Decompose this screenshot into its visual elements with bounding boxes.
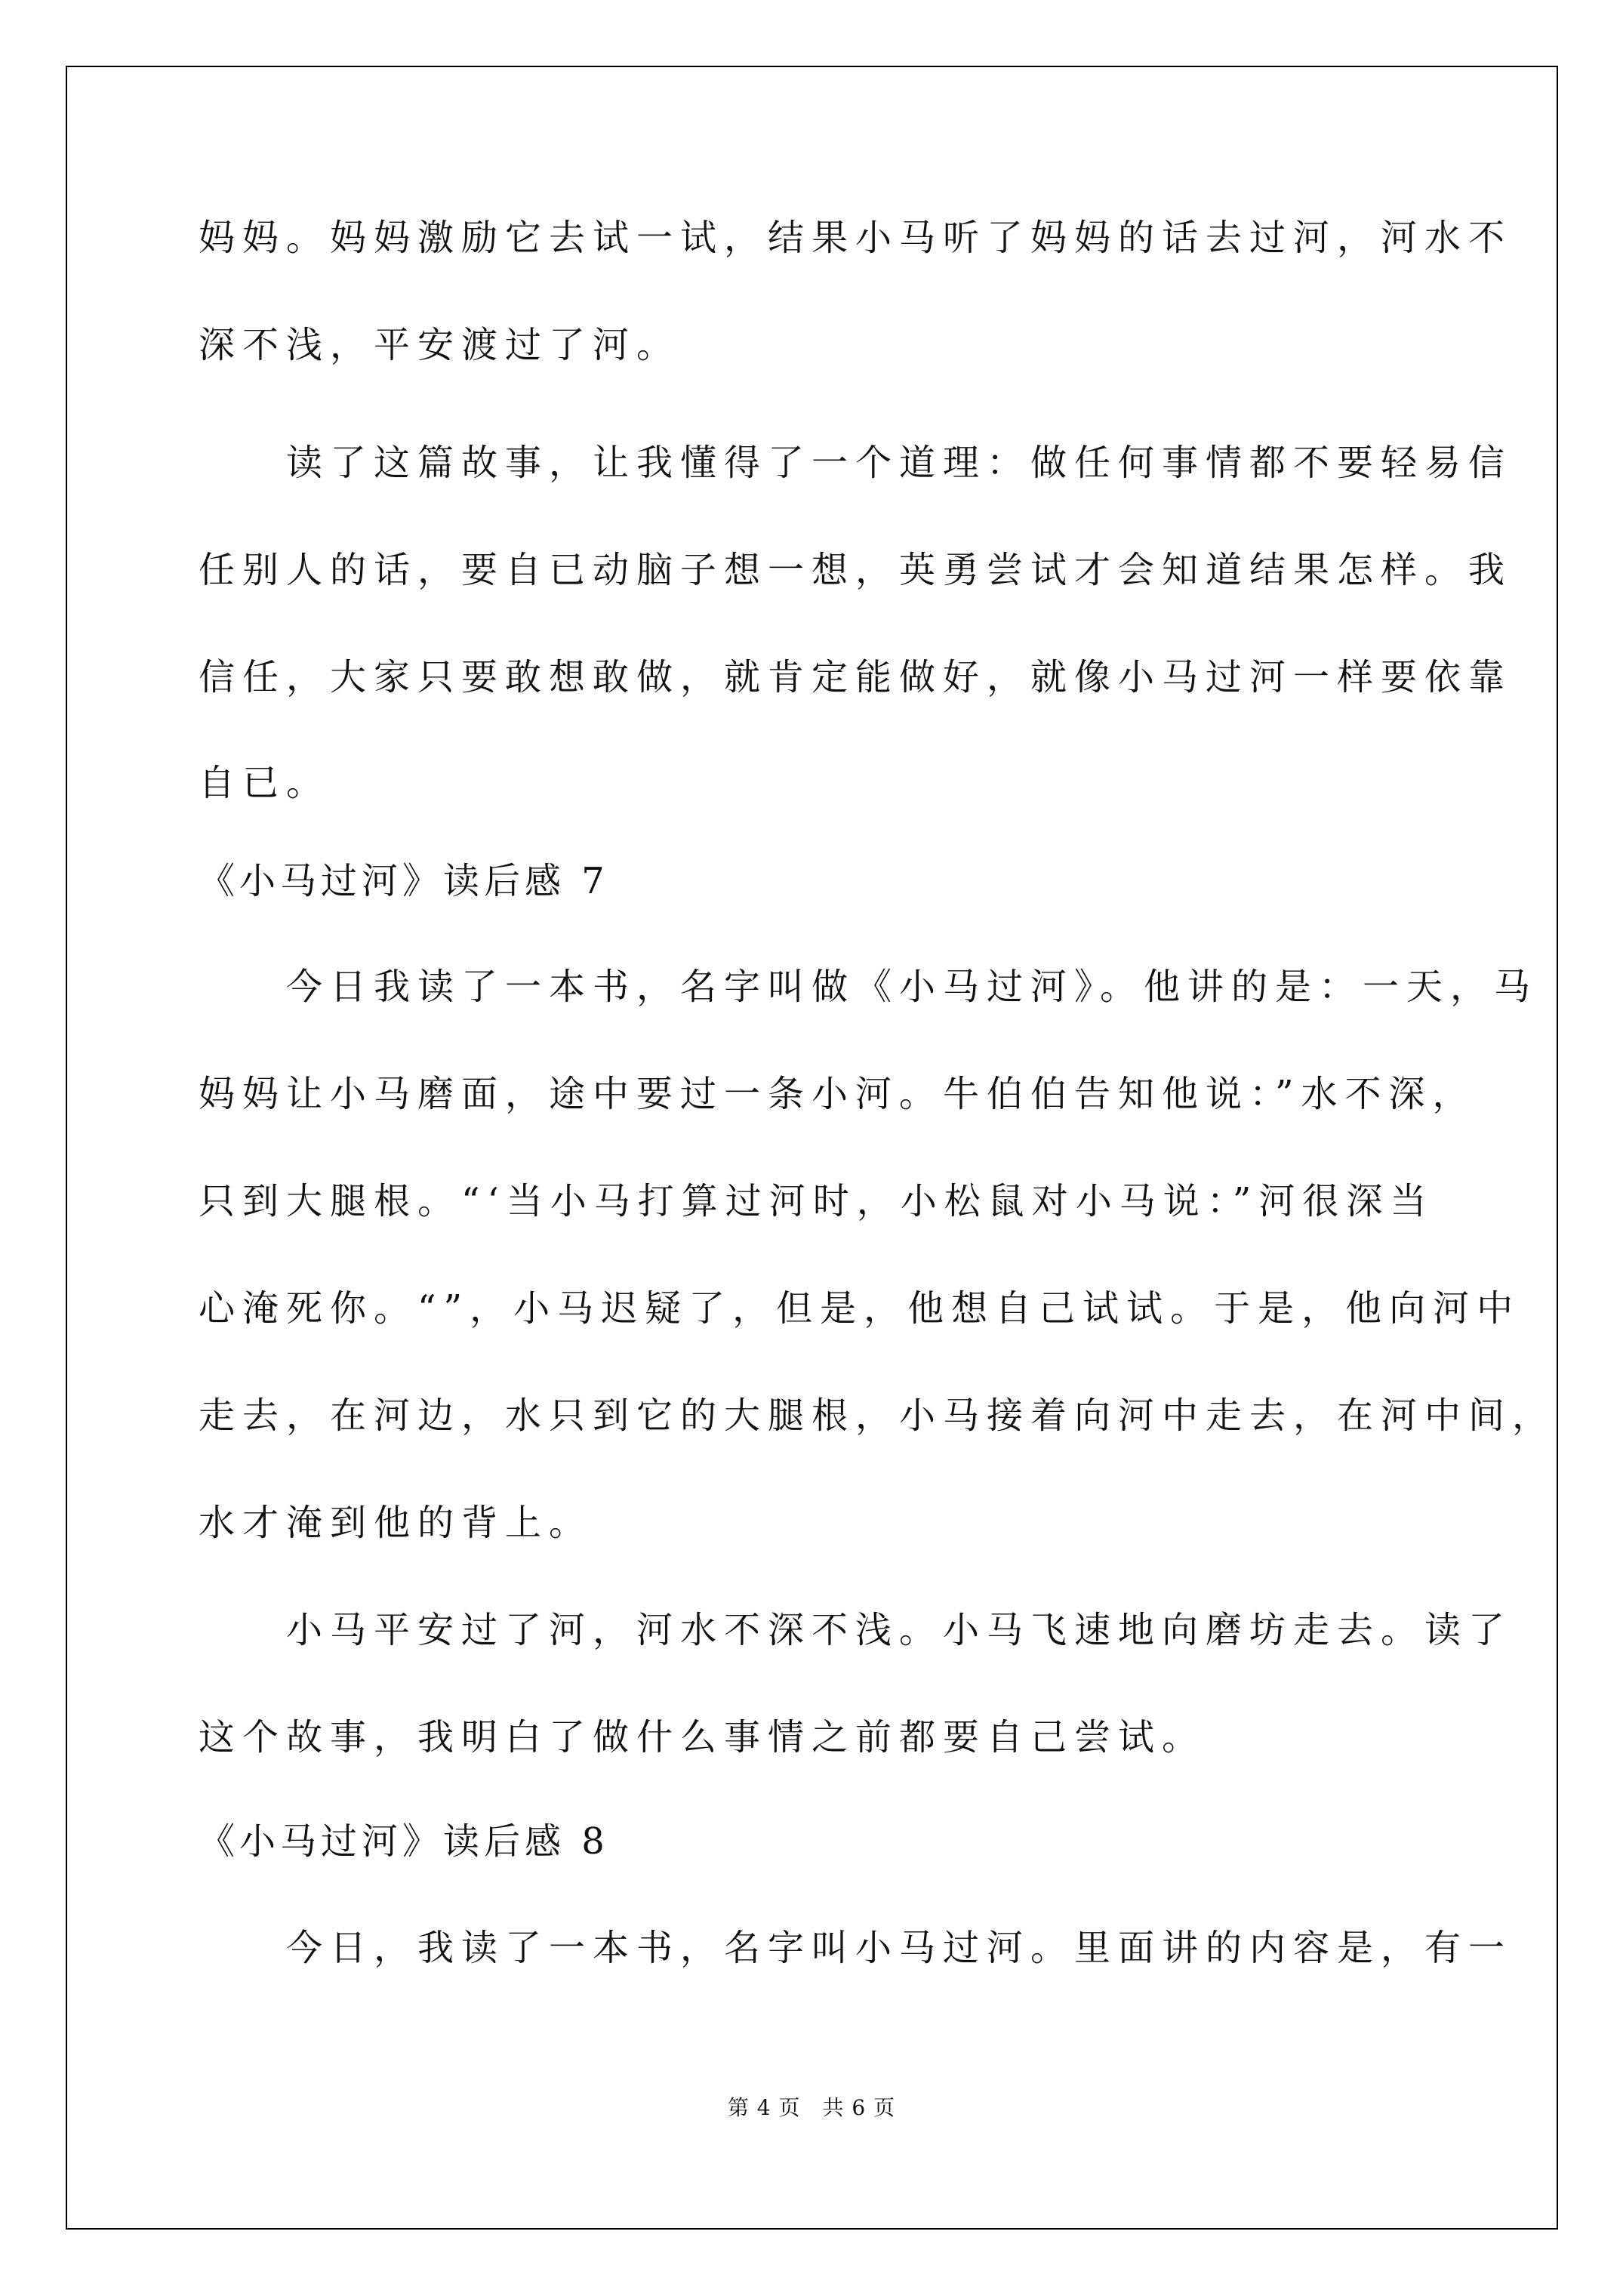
- paragraph-line: 妈妈让小马磨面，途中要过一条小河。牛伯伯告知他说：”水不深，: [199, 1073, 1477, 1115]
- paragraph-line: 今日我读了一本书，名字叫做《小马过河》。他讲的是：一天，马: [199, 966, 1538, 1008]
- paragraph-line: 心淹死你。“”，小马迟疑了，但是，他想自己试试。于是，他向河中: [199, 1287, 1521, 1330]
- paragraph-line: 妈妈。妈妈激励它去试一试，结果小马听了妈妈的话去过河，河水不: [199, 217, 1513, 259]
- paragraph-line: 信任，大家只要敢想敢做，就肯定能做好，就像小马过河一样要依靠: [199, 656, 1513, 698]
- paragraph-line: 自已。: [199, 762, 331, 804]
- paragraph-line: 小马平安过了河，河水不深不浅。小马飞速地向磨坊走去。读了: [199, 1609, 1513, 1651]
- paragraph-line: 深不浅，平安渡过了河。: [199, 324, 681, 366]
- paragraph-line: 走去，在河边，水只到它的大腿根，小马接着向河中走去，在河中间，: [199, 1395, 1557, 1437]
- section-heading: 《小马过河》读后感 7: [199, 860, 609, 902]
- page-number: 第 4 页 共 6 页: [727, 2095, 896, 2120]
- paragraph-line: 读了这篇故事，让我懂得了一个道理：做任何事情都不要轻易信: [199, 442, 1513, 484]
- page-border: [66, 66, 1558, 2230]
- paragraph-line: 只到大腿根。“‘当小马打算过河时，小松鼠对小马说：”河很深当: [199, 1180, 1434, 1222]
- paragraph-line: 今日，我读了一本书，名字叫小马过河。里面讲的内容是，有一: [199, 1927, 1513, 1969]
- paragraph-line: 水才淹到他的背上。: [199, 1502, 593, 1544]
- paragraph-line: 任别人的话，要自已动脑子想一想，英勇尝试才会知道结果怎样。我: [199, 549, 1513, 591]
- section-heading: 《小马过河》读后感 8: [199, 1820, 609, 1863]
- paragraph-line: 这个故事，我明白了做什么事情之前都要自己尝试。: [199, 1716, 1206, 1758]
